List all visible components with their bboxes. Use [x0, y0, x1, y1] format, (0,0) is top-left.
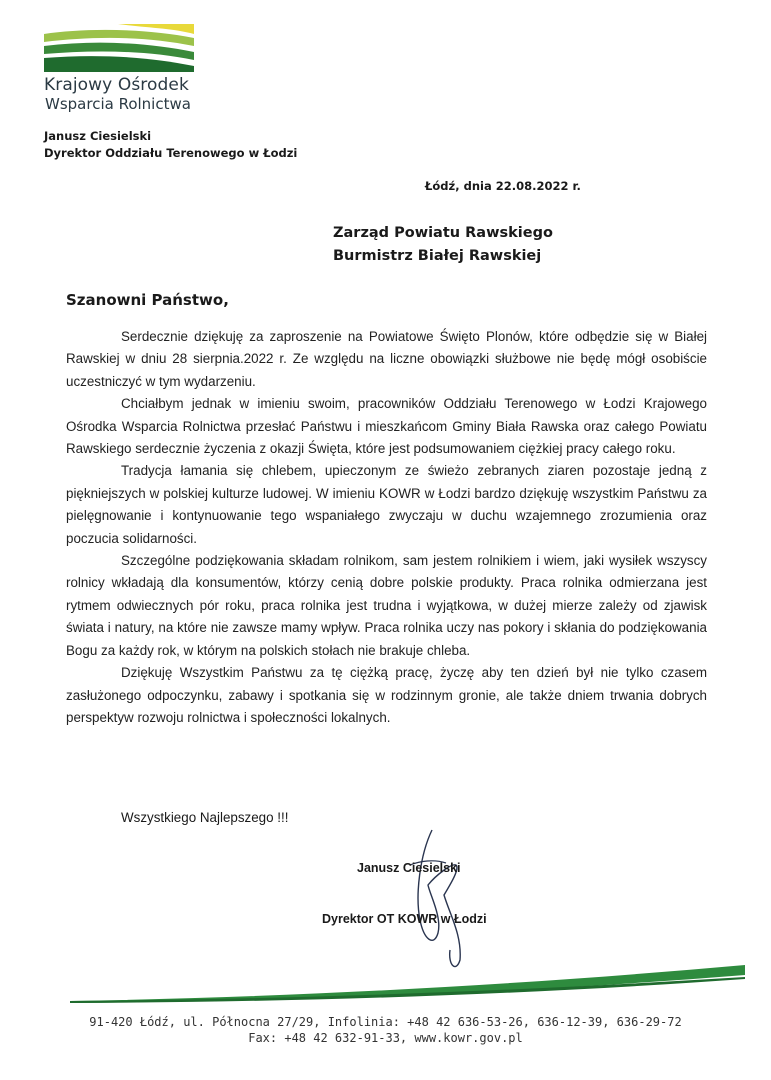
paragraph: Serdecznie dziękuję za zaproszenie na Powiatowe Święto Plonów, które odbędzie się w Białej Rawskiej w dniu 28 sierpnia.2022 r. Ze względu na liczne obowiązki służbowe nie będę mógł osobiście uczestniczyć w tym wydarzeniu. [66, 329, 707, 389]
footer-contact: Fax: +48 42 632-91-33, www.kowr.gov.pl [248, 1031, 523, 1045]
paragraph: Dziękuję Wszystkim Państwu za tę ciężką pracę, życzę aby ten dzień był nie tylko czasem zasłużonego odpoczynku, zabawy i spotkania się w rodzinnym gronie, ale także dniem trwania dobrych perspektyw rozwoju rolnictwa i społeczności lokalnych. [66, 665, 707, 725]
logo-name-line2: Wsparcia Rolnictwa [45, 95, 191, 113]
paragraph: Chciałbym jednak w imieniu swoim, pracowników Oddziału Terenowego w Łodzi Krajowego Ośrodka Wsparcia Rolnictwa przesłać Państwu i mieszkańcom Gminy Biała Rawska oraz całego Powiatu Rawskiego serdecznie życzenia z okazji Święta, które jest podsumowaniem ciężkiej pracy całego roku. [66, 396, 707, 457]
sender-name: Janusz Ciesielski [44, 129, 152, 143]
paragraph: Szczególne podziękowania składam rolnikom, sam jestem rolnikiem i wiem, jaki wysiłek wszyscy rolnicy wkładają dla konsumentów, którzy cenią dobre polskie produkty. Praca rolnika odmierzana jest rytmem odwiecznych pór roku, praca rolnika jest trudna i wyjątkowa, w dużej mierze zależy od zjawisk świata i natury, na które nie zawsze mamy wpływ. Praca rolnika uczy nas pokory i skłania do podziękowania Bogu za każdy rok, w którym na polskich stołach nie brakuje chleba. [66, 553, 707, 658]
signature-title: Dyrektor OT KOWR w Łodzi [322, 912, 487, 926]
kowr-logo-icon [44, 24, 196, 72]
recipient-line1: Zarząd Powiatu Rawskiego [333, 225, 553, 241]
handwritten-signature [390, 825, 480, 975]
logo-name-line1: Krajowy Ośrodek [44, 75, 189, 95]
footer-address: 91-420 Łódź, ul. Północna 27/29, Infolinia: +48 42 636-53-26, 636-12-39, 636-29-72 [89, 1015, 682, 1029]
sender-title: Dyrektor Oddziału Terenowego w Łodzi [44, 146, 298, 160]
signature-name: Janusz Ciesielski [357, 861, 461, 875]
letter-date: Łódź, dnia 22.08.2022 r. [425, 179, 581, 193]
footer-band [0, 955, 771, 1005]
logo-text [44, 75, 191, 113]
letter-body [66, 326, 707, 729]
greeting: Szanowni Państwo, [66, 291, 229, 309]
paragraph: Tradycja łamania się chlebem, upieczonym ze świeżo zebranych ziaren pozostaje jedną z piękniejszych w polskiej kulturze ludowej. W imieniu KOWR w Łodzi bardzo dziękuję wszystkim Państwu za pielęgnowanie i kontynuowanie tego wspaniałego zwyczaju w duchu wzajemnego zrozumienia oraz poczucia solidarności. [66, 463, 707, 546]
recipient-line2: Burmistrz Białej Rawskiej [333, 248, 542, 264]
closing: Wszystkiego Najlepszego !!! [121, 810, 289, 825]
